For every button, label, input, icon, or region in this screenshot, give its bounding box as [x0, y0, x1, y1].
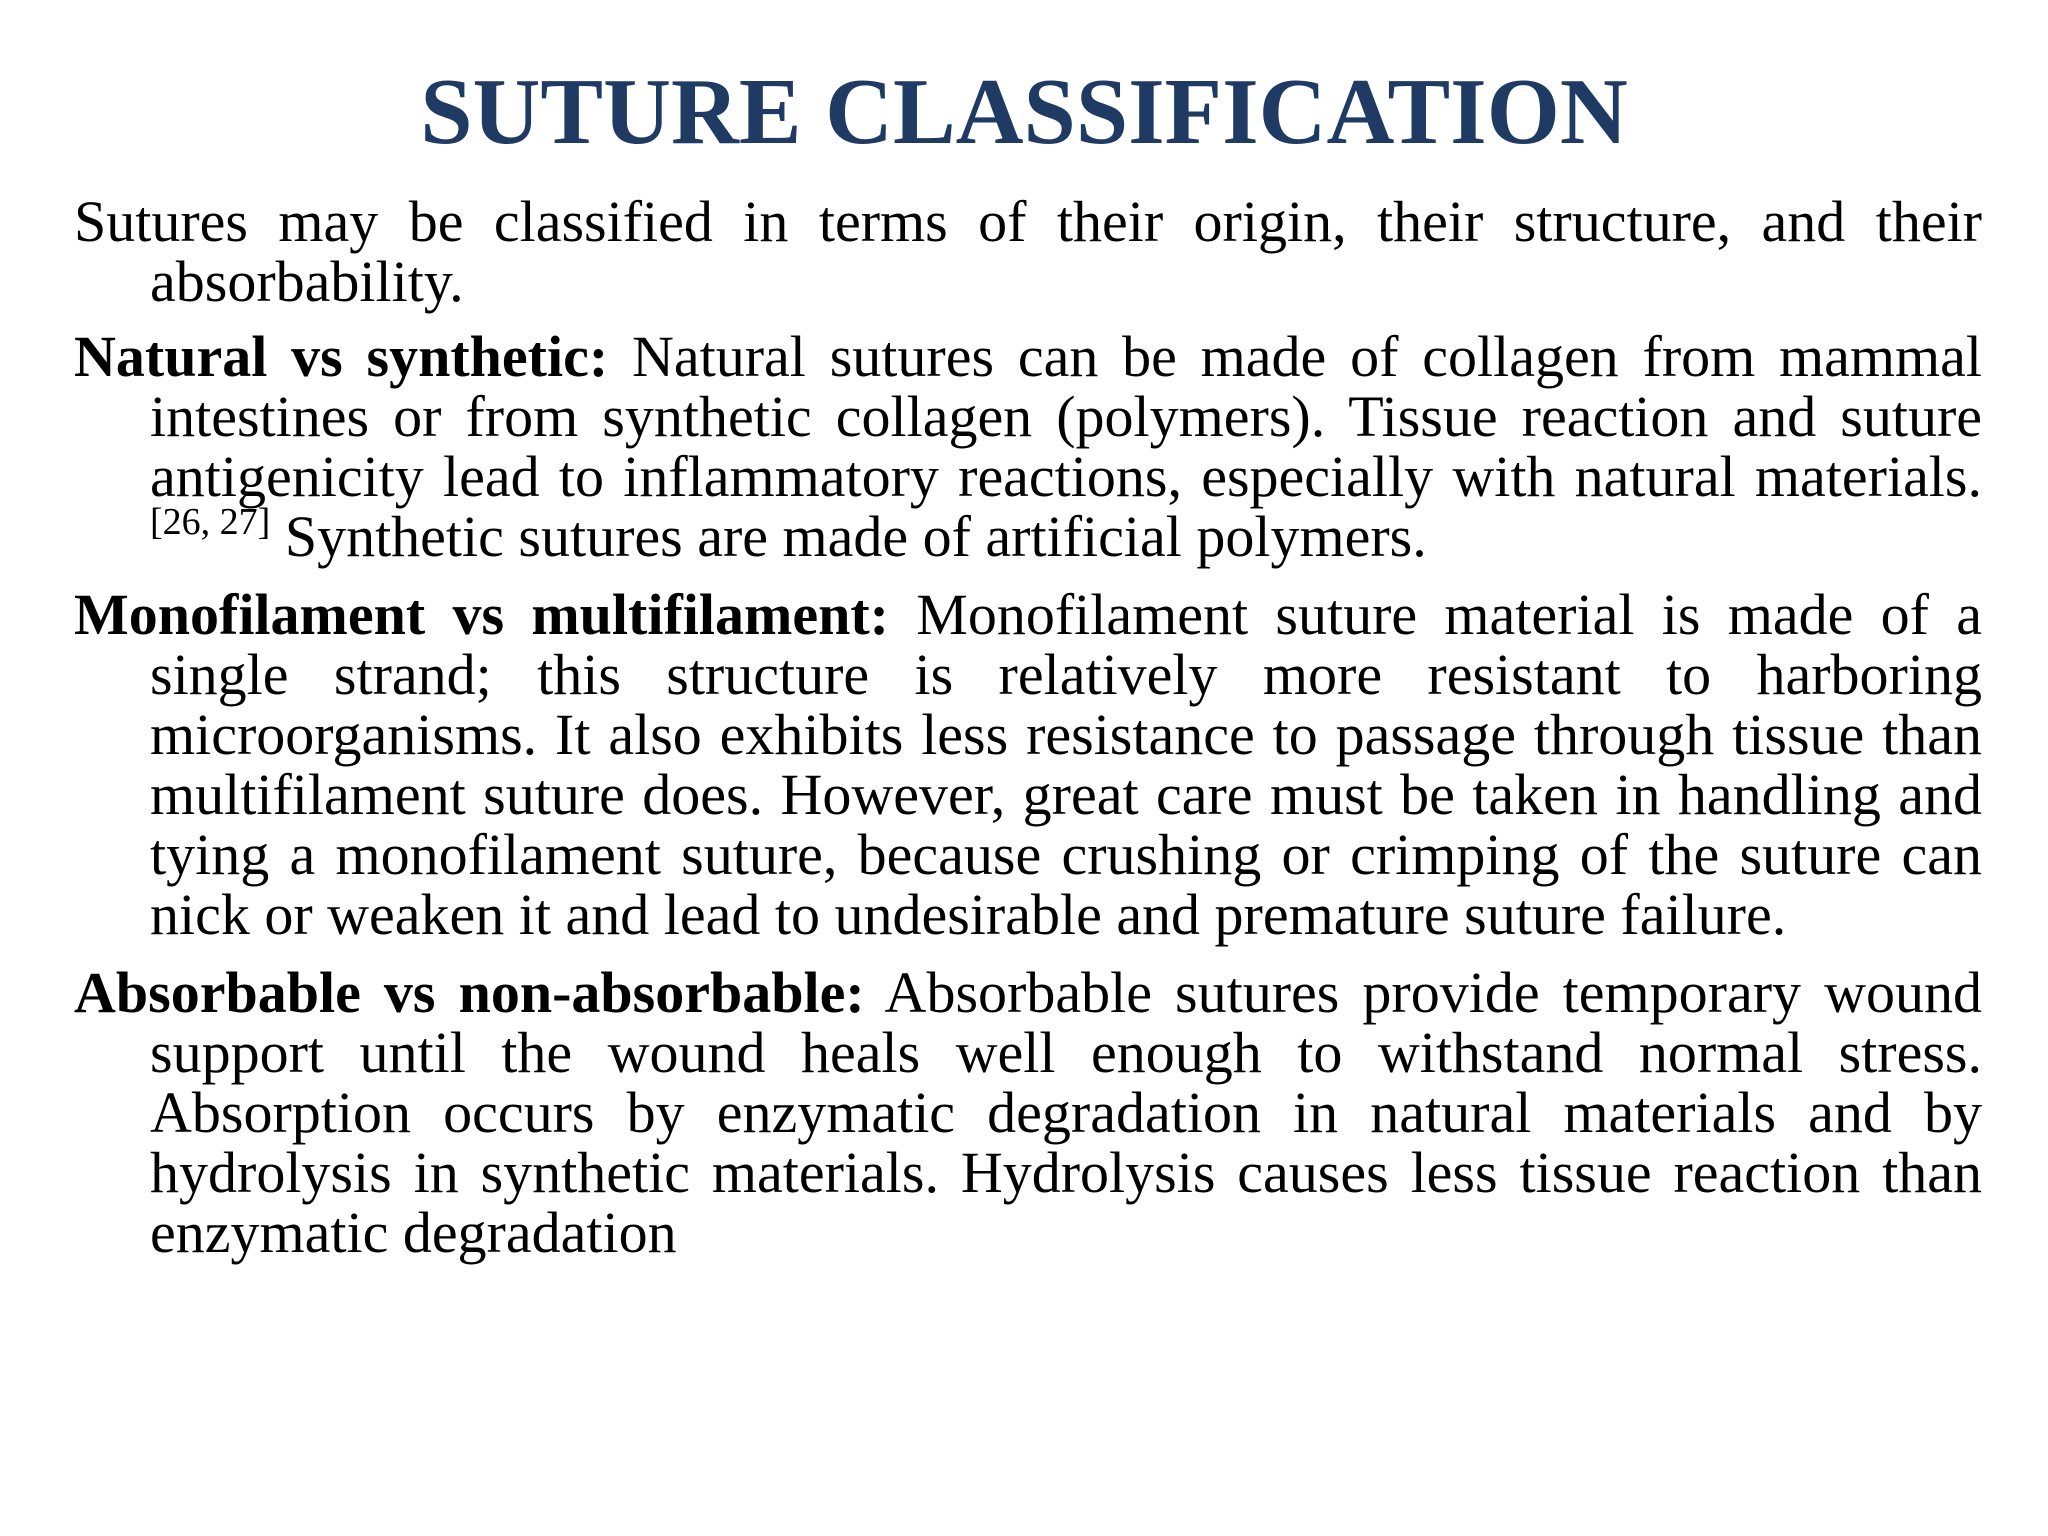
- absorbable-vs-non-absorbable-paragraph: [74, 960, 1983, 1265]
- citation: [26, 27]: [150, 501, 271, 543]
- slide-content: [74, 189, 1983, 1265]
- natural-vs-synthetic-paragraph: [74, 324, 1983, 569]
- monofilament-vs-multifilament-text: Monofilament suture material is made of a single strand; this structure is relatively more resistant to harboring microorganisms. It also exhibits less resistance to passage through tissue than multifilament suture does. However, great care must be taken in handling and tying a monofilament suture, because crushing or crimping of the suture can nick or weaken it and lead to undesirable and premature suture failure.: [150, 582, 1982, 947]
- absorbable-vs-non-absorbable-term: Absorbable vs non-absorbable:: [74, 960, 865, 1025]
- monofilament-vs-multifilament-paragraph: [74, 582, 1982, 947]
- natural-vs-synthetic-text-end: Synthetic sutures are made of artificial polymers.: [270, 504, 1427, 569]
- absorbable-vs-non-absorbable-text: Absorbable sutures provide temporary wound support until the wound heals well enough to withstand normal stress. Absorption occurs by enzymatic degradation in natural materials and by hydrolysis in synthetic materials. Hydrolysis causes less tissue reaction than enzymatic degradation: [150, 960, 1983, 1265]
- natural-vs-synthetic-text: Natural sutures can be made of collagen from mammal intestines or from synthetic collagen (polymers). Tissue reaction and suture antigenicity lead to inflammatory reactions, especially with natural materials.: [150, 324, 1983, 509]
- monofilament-vs-multifilament-term: Monofilament vs multifilament:: [74, 582, 889, 647]
- intro-paragraph: Sutures may be classified in terms of their origin, their structure, and their absorbability.: [74, 189, 1982, 314]
- slide-title: SUTURE CLASSIFICATION: [420, 60, 1628, 164]
- natural-vs-synthetic-term: Natural vs synthetic:: [74, 324, 609, 389]
